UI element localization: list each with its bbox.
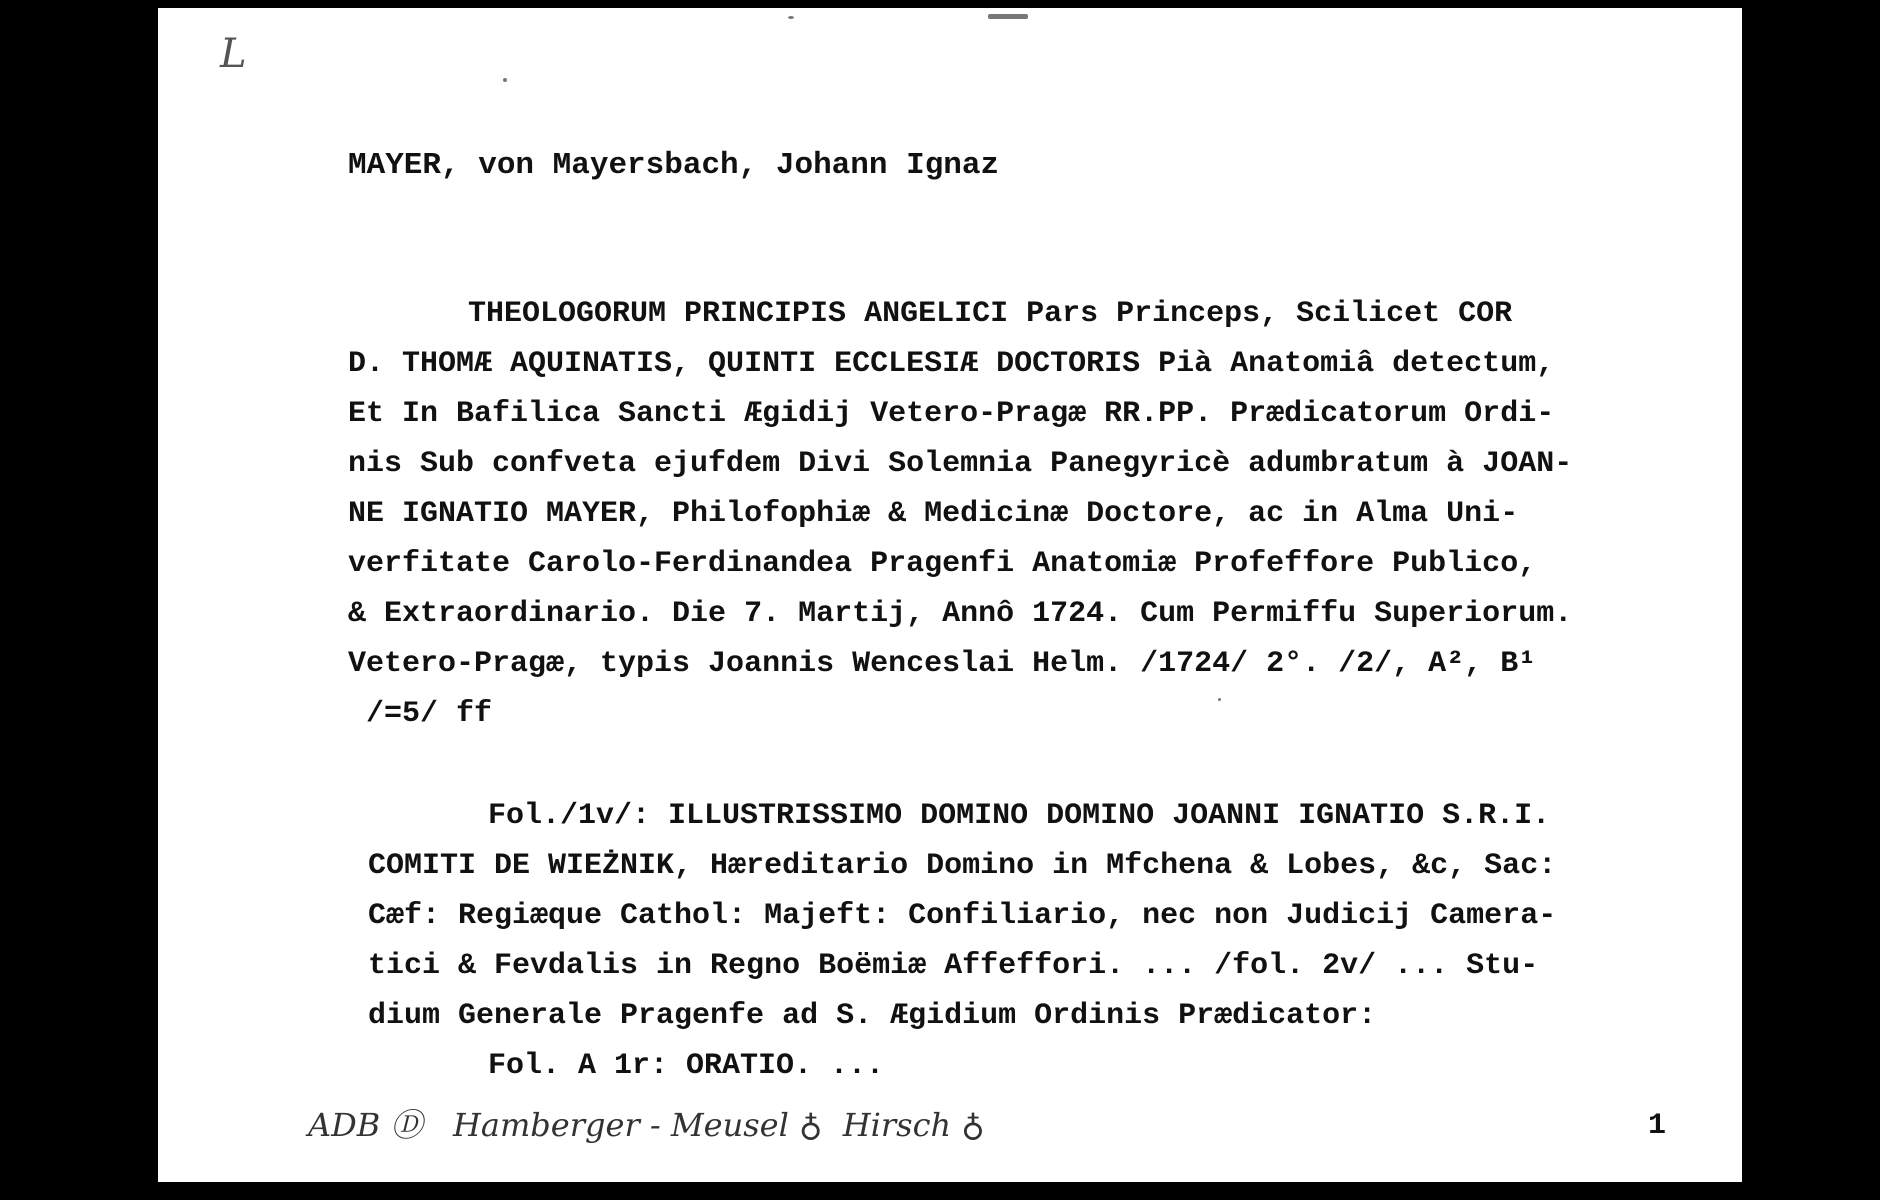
- handwritten-reference-note: ADB Ⓓ Hamberger - Meusel ♁ Hirsch ♁: [308, 1106, 985, 1144]
- imprint-line: Vetero-Pragæ, typis Joannis Wenceslai Helm. /1724/ 2°. /2/, A², B¹: [348, 647, 1537, 681]
- dedication-line: tici & Fevdalis in Regno Boëmiæ Affeffori. ... /fol. 2v/ ... Stu-: [368, 949, 1539, 983]
- title-line: NE IGNATIO MAYER, Philofophiæ & Medicinæ Doctore, ac in Alma Uni-: [348, 497, 1519, 531]
- dedication-line: dium Generale Pragenfe ad S. Ægidium Ordinis Prædicator:: [368, 999, 1377, 1033]
- dedication-line: COMITI DE WIEŻNIK, Hæreditario Domino in Mfchena & Lobes, &c, Sac:: [368, 849, 1557, 883]
- handwritten-corner-mark: L: [220, 31, 247, 77]
- catalog-card: [158, 8, 1742, 1182]
- page-number: 1: [1648, 1109, 1667, 1143]
- title-line: verfitate Carolo-Ferdinandea Pragenfi Anatomiæ Profeffore Publico,: [348, 547, 1537, 581]
- title-line: Et In Bafilica Sancti Ægidij Vetero-Pragæ RR.PP. Prædicatorum Ordi-: [348, 397, 1555, 431]
- title-line: nis Sub confveta ejufdem Divi Solemnia Panegyricè adumbratum à JOAN-: [348, 447, 1573, 481]
- collation-line: /=5/ ff: [366, 697, 493, 731]
- oratio-line: Fol. A 1r: ORATIO. ...: [488, 1049, 885, 1083]
- dedication-line: Cæf: Regiæque Cathol: Majeft: Confiliario, nec non Judicij Camera-: [368, 899, 1557, 933]
- title-line: D. THOMÆ AQUINATIS, QUINTI ECCLESIÆ DOCTORIS Pià Anatomiâ detectum,: [348, 347, 1555, 381]
- scan-speck: [503, 78, 507, 82]
- scan-speck: [788, 16, 794, 19]
- scan-speck: [1218, 698, 1221, 701]
- scan-speck: [988, 14, 1028, 19]
- title-line: & Extraordinario. Die 7. Martij, Annô 1724. Cum Permiffu Superiorum.: [348, 597, 1573, 631]
- title-line: THEOLOGORUM PRINCIPIS ANGELICI Pars Princeps, Scilicet COR: [468, 297, 1513, 331]
- record-heading: MAYER, von Mayersbach, Johann Ignaz: [348, 148, 1000, 183]
- dedication-line: Fol./1v/: ILLUSTRISSIMO DOMINO DOMINO JOANNI IGNATIO S.R.I.: [488, 799, 1551, 833]
